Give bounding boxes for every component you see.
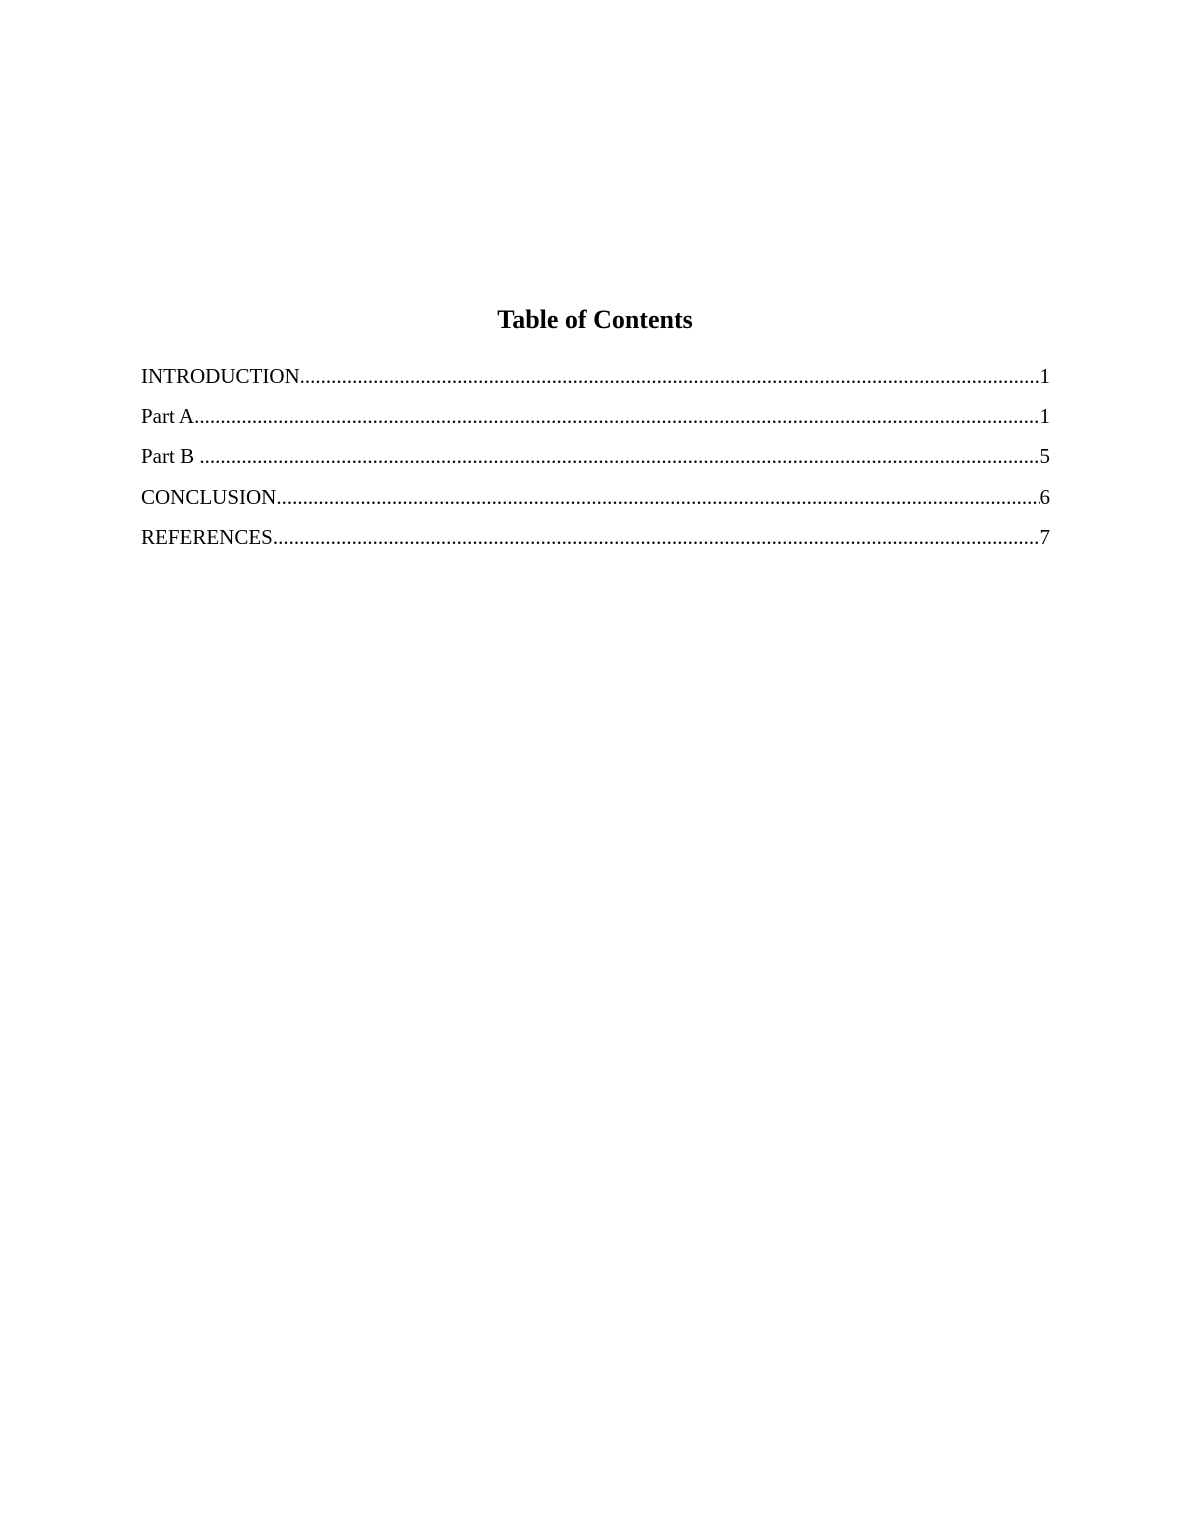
- toc-entry-part-b[interactable]: [141, 442, 1050, 482]
- toc-entry-page-number: 1: [1039, 404, 1050, 429]
- toc-entry-conclusion[interactable]: [141, 483, 1050, 523]
- toc-dot-leader: [273, 523, 1040, 551]
- toc-entry-references[interactable]: [141, 523, 1050, 563]
- toc-dot-leader: [194, 402, 1039, 430]
- toc-entry-page-number: 7: [1039, 524, 1050, 549]
- toc-entry-label: INTRODUCTION: [141, 364, 300, 388]
- toc-entry-label: Part B: [141, 444, 200, 469]
- toc-dot-leader: [199, 442, 1039, 470]
- toc-dot-leader: [300, 362, 1040, 390]
- toc-entry-page-number: 1: [1039, 364, 1050, 388]
- toc-dot-leader: [276, 483, 1039, 511]
- toc-entry-page-number: 5: [1039, 444, 1050, 469]
- toc-entry-label: CONCLUSION: [141, 484, 277, 509]
- toc-list: [141, 362, 1050, 563]
- toc-entry-label: REFERENCES: [141, 524, 273, 549]
- toc-entry-label: Part A: [141, 404, 195, 429]
- toc-entry-part-a[interactable]: [141, 402, 1050, 442]
- toc-entry-page-number: 6: [1039, 484, 1050, 509]
- toc-entry-introduction[interactable]: [141, 362, 1050, 402]
- toc-title: Table of Contents: [497, 305, 693, 334]
